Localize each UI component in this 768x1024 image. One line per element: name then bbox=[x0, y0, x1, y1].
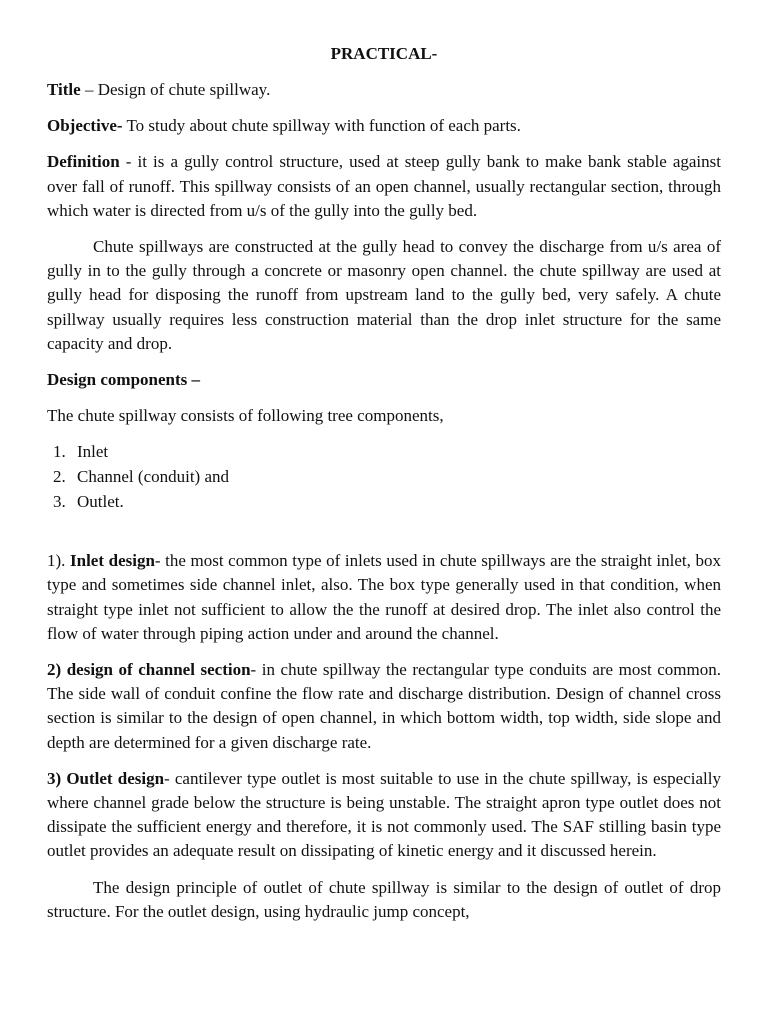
channel-label: 2) design of channel section bbox=[47, 660, 251, 680]
objective-line bbox=[47, 114, 721, 138]
objective-label: Objective- bbox=[47, 116, 123, 136]
list-item-number: 2. bbox=[53, 467, 66, 487]
channel-text: - in chute spillway the rectangular type conduits are most common. The side wall of conduit confine the flow rate and discharge distribution. Design of channel cross section is similar to the design of open channel, in which bottom width, top width, side slope and depth are determined for a given discharge rate. bbox=[47, 660, 721, 752]
outlet-text: - cantilever type outlet is most suitable to use in the chute spillway, is especially where channel grade below the structure is being unstable. The straight apron type outlet does not dissipate the sufficient energy and therefore, it is not commonly used. The SAF stilling basin type outlet provides an adequate result on dissipating of kinetic energy and it discussed herein. bbox=[47, 768, 721, 861]
title-line bbox=[47, 78, 721, 102]
principle-paragraph: The design principle of outlet of chute spillway is similar to the design of outlet of drop structure. For the outlet design, using hydraulic jump concept, bbox=[47, 877, 721, 921]
objective-text: To study about chute spillway with function of each parts. bbox=[122, 116, 521, 136]
definition-label: Definition bbox=[47, 152, 120, 172]
outlet-label: 3) Outlet design bbox=[47, 768, 165, 788]
list-item-number: 1. bbox=[53, 442, 66, 462]
list-item-text: Inlet bbox=[77, 442, 109, 462]
practical-heading: PRACTICAL- bbox=[330, 44, 438, 63]
title-label: Title bbox=[47, 80, 81, 99]
inlet-prefix: 1). bbox=[47, 551, 71, 571]
list-item-text: Channel (conduit) and bbox=[77, 467, 230, 487]
outlet-design-paragraph bbox=[47, 767, 721, 864]
inlet-label: Inlet design bbox=[70, 551, 155, 571]
inlet-design-paragraph bbox=[47, 549, 721, 646]
components-intro: The chute spillway consists of following tree components, bbox=[47, 406, 444, 426]
design-components-label: Design components – bbox=[47, 370, 201, 390]
inlet-text: - the most common type of inlets used in chute spillways are the straight inlet, box type and sometimes side channel inlet, also. The box type generally used in that condition, when straight type inlet not sufficient to allow the the runoff at desired drop. The inlet also control the flow of water through piping action under and around the channel. bbox=[47, 551, 721, 643]
list-item bbox=[53, 465, 721, 490]
chute-paragraph: Chute spillways are constructed at the gully head to convey the discharge from u/s area of gully in to the gully through a concrete or masonry open channel. the chute spillway are used at gully head for disposing the runoff from upstream land to the gully bed, very safely. A chute spillway usually requires less construction material than the drop inlet structure for the same capacity and drop. bbox=[47, 237, 721, 353]
definition-text: - it is a gully control structure, used at steep gully bank to make bank stable against over fall of runoff. This spillway consists of an open channel, usually rectangular section, through which water is directed from u/s of the gully into the gully bed. bbox=[47, 152, 721, 220]
list-item bbox=[53, 490, 721, 515]
title-text: – Design of chute spillway. bbox=[80, 80, 271, 99]
definition-paragraph bbox=[47, 150, 721, 223]
design-components-heading bbox=[47, 368, 721, 392]
list-item bbox=[53, 440, 721, 465]
list-item-number: 3. bbox=[53, 491, 66, 511]
components-list bbox=[47, 440, 721, 514]
list-item-text: Outlet. bbox=[77, 491, 124, 511]
channel-design-paragraph bbox=[47, 658, 721, 755]
